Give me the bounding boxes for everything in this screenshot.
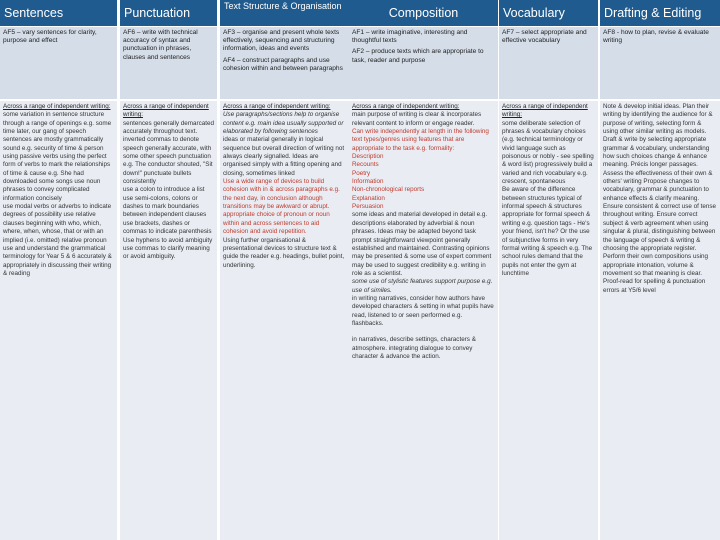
criteria-line: Note & develop initial ideas. Plan their writing by identifying the audience for & purpose of writing, selecting form & using other similar writing as models. Draft & write by selecting appropriate grammar & vocabulary, understanding how such choices change & enhance meaning. Précis longer passages. Assess the effectiveness of their own & others' writing Propose changes to vocabulary, grammar & punctuation to enhance effects & clarify meaning. Ensure consistent & correct use of tense throughout writing. Ensure correct subject & verb agreement when using singular & plural, distinguishing between the language of speech & writing & choosing the appropriate register. Perform their own compositions using appropriate intonation, volume & movement so that meaning is clear. Proof-read for spelling & punctuation errors at Y5/6 level: [603, 103, 717, 294]
objective-text: AF8 - how to plan, revise & evaluate writing: [603, 29, 709, 45]
criteria-line: Using further organisational & presentational devices to structure text & guide the reader e.g. headings, bullet point, underlining.: [223, 236, 345, 269]
objective-cell: [499, 27, 598, 99]
criteria-line: Use a wide range of devices to build cohesion with in & across paragraphs e.g. the next day, in conclusion although transitions may be awkward or abrupt. appropriate choice of pronoun or noun within and across sentences to aid cohesion and avoid repetition.: [223, 178, 340, 236]
criteria-line: sentences generally demarcated accurately throughout text. inverted commas to denote speech generally accurate, with some other speech punctuation e.g. The conductor shouted, "Sit down!" punctuate bullets consistently: [123, 119, 215, 186]
criteria-title: Across a range of independent writing:: [3, 103, 111, 110]
criteria-line: Can write independently at length in the following text types/genres using features that are appropriate to the task e.g. formality:: [352, 128, 489, 152]
column-punctuation: [120, 0, 217, 540]
column-header: Punctuation: [120, 0, 217, 26]
criteria-line: some deliberate selection of phrases & vocabulary choices (e.g. technical terminology or vivid language such as poisonous or nobly - see spelling & word list) progressively build a varied and rich vocabulary e.g. crescent, spontaneous: [502, 119, 594, 186]
column-drafting-editing: [600, 0, 720, 540]
objective-cell: [120, 27, 217, 99]
objective-text: AF5 – vary sentences for clarity, purpose and effect: [3, 29, 97, 45]
column-header: Drafting & Editing: [600, 0, 720, 26]
objective-text: AF4 – construct paragraphs and use cohesion within and between paragraphs: [223, 56, 343, 72]
criteria-line: in narratives, describe settings, characters & atmosphere. integrating dialogue to convey character & advance the action.: [352, 336, 476, 360]
objective-text: AF2 – produce texts which are appropriate to task, reader and purpose: [352, 48, 484, 64]
criteria-title: Across a range of independent writing:: [223, 103, 331, 110]
criteria-line: Be aware of the difference between structures typical of informal speech & structures appropriate for formal speech & writing e.g. question tags - He's your friend, isn't he? Or the use of subjunctive forms in very formal writing & speech e.g. The school rules demand that the pupils not enter the gym at lunchtime: [502, 186, 593, 277]
criteria-cell: [120, 101, 217, 540]
criteria-cell: [220, 101, 349, 540]
criteria-cell: [499, 101, 598, 540]
objective-text: AF3 – organise and present whole texts effectively, sequencing and structuring information, ideas and events: [223, 29, 340, 53]
criteria-line: ideas or material generally in logical sequence but overall direction of writing not always clearly signalled. Ideas are organised simply with a fitting opening and closing, sometimes linked: [223, 136, 345, 177]
genre-poetry: Poetry: [352, 169, 371, 177]
column-header: Sentences: [0, 0, 117, 26]
criteria-title: Across a range of independent writing:: [352, 103, 460, 110]
criteria-title: Across a range of independent writing:: [502, 103, 588, 119]
criteria-cell: [349, 101, 498, 540]
criteria-line: some use of stylistic features support purpose e.g. use of similes.: [352, 278, 493, 294]
column-header: Text Structure & Organisation: [220, 0, 349, 26]
column-header: Composition: [349, 0, 498, 26]
genre-non-chronological-reports: Non-chronological reports: [352, 186, 425, 194]
genre-information: Information: [352, 178, 384, 186]
objective-cell: [220, 27, 349, 99]
objective-text: AF7 – select appropriate and effective vocabulary: [502, 29, 587, 45]
genre-explanation: Explanation: [352, 194, 385, 202]
objective-cell: [349, 27, 498, 99]
column-vocabulary: [499, 0, 598, 540]
criteria-title: Across a range of independent writing:: [123, 103, 209, 119]
criteria-line: main purpose of writing is clear & incorporates relevant content to inform or engage reader.: [352, 111, 482, 127]
objective-cell: [0, 27, 117, 99]
criteria-cell: [0, 101, 117, 540]
criteria-line: use modal verbs or adverbs to indicate degrees of possibility use relative clauses beginning with who, which, where, when, whose, that or with an implied (i.e. omitted) relative pronoun use and understand the grammatical terminology for Year 5 & 6 accurately & appropriately in discussing their writing & reading: [3, 203, 112, 277]
column-header: Vocabulary: [499, 0, 598, 26]
column-sentences: [0, 0, 117, 540]
criteria-line: use a colon to introduce a list use semi-colons, colons or dashes to mark boundaries between independent clauses use brackets, dashes or commas to indicate parenthesis Use hyphens to avoid ambiguity use commas to clarify meaning or avoid ambiguity.: [123, 186, 213, 261]
objective-text: AF6 – write with technical accuracy of syntax and punctuation in phrases, clauses and sentences: [123, 29, 198, 61]
objective-cell: [600, 27, 720, 99]
criteria-line: in writing narratives, consider how authors have developed characters & setting in what pupils have read, listened to or seen performed e.g. flashbacks.: [352, 294, 494, 327]
genre-persuasion: Persuasion: [352, 203, 384, 211]
criteria-line: some variation in sentence structure through a range of openings e.g. some time later, our gang of speech sentences are mostly grammatically sound e.g. security of time & person using passive verbs using the perfect form of verbs to mark the relationships of time & cause e.g. She had downloaded some songs use noun phrases to convey complicated information concisely: [3, 111, 112, 202]
genre-recounts: Recounts: [352, 161, 379, 169]
column-text-structure: [220, 0, 349, 540]
criteria-cell: [600, 101, 720, 540]
column-composition: [349, 0, 498, 540]
genre-description: Description: [352, 153, 384, 161]
criteria-line: some ideas and material developed in detail e.g. descriptions elaborated by adverbial & noun phrases. Ideas may be adapted beyond task prompt straightforward viewpoint generally established and maintained. Contrasting opinions may be presented & some use of expert comment may be used to suggest credibility e.g. writing in role as a scientist.: [352, 211, 492, 277]
objective-text: AF1 – write imaginative, interesting and thoughtful texts: [352, 29, 468, 45]
criteria-line: Use paragraphs/sections help to organise content e.g. main idea usually supported or elaborated by following sentences: [223, 111, 344, 136]
